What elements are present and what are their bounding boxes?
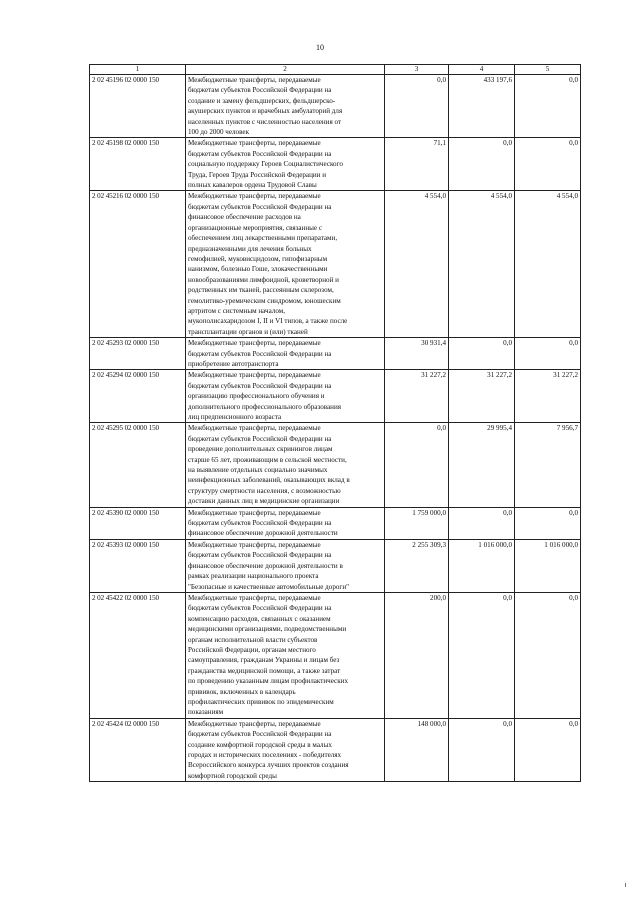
- amount-col4: 433 197,6: [449, 75, 515, 138]
- table-row: [90, 138, 581, 191]
- budget-code: 2 02 45424 02 0000 150: [90, 718, 186, 781]
- column-header: 4: [449, 65, 515, 75]
- amount-col3: 148 000,0: [385, 718, 449, 781]
- description-line: гемофилией, муковисцидозом, гипофизарным: [188, 254, 328, 263]
- description: [186, 338, 385, 370]
- amount-col5: 0,0: [515, 75, 581, 138]
- description: [186, 75, 385, 138]
- description-line: населенных пунктов с численностью населения от: [188, 117, 342, 126]
- description-line: по проведению указанным лицам профилактических: [188, 677, 348, 686]
- description-line: акушерских пунктов и врачебных амбулаторий для: [188, 107, 343, 116]
- description-line: Межбюджетные трансферты, передаваемые: [188, 339, 321, 348]
- amount-col4: 0,0: [449, 338, 515, 370]
- amount-col5: 4 554,0: [515, 191, 581, 338]
- description-line: бюджетам субъектов Российской Федерации на: [188, 202, 332, 211]
- amount-col3: 71,1: [385, 138, 449, 191]
- description-line: проведение дополнительных скринингов лицам: [188, 445, 333, 454]
- amount-col3: 0,0: [385, 423, 449, 507]
- page-number: 10: [316, 43, 324, 52]
- column-header: 1: [90, 65, 186, 75]
- amount-col3: 30 931,4: [385, 338, 449, 370]
- description-line: организацию профессионального обучения и: [188, 392, 325, 401]
- description-line: старше 65 лет, проживающим в сельской местности,: [188, 455, 347, 464]
- description-line: Межбюджетные трансферты, передаваемые: [188, 593, 321, 602]
- amount-col4: 0,0: [449, 507, 515, 539]
- description: [186, 191, 385, 338]
- description-line: неинфекционных заболеваний, оказывающих вклад в: [188, 476, 350, 485]
- description-line: рамках реализации национального проекта: [188, 572, 319, 581]
- margin-mark: [625, 883, 626, 887]
- amount-col3: 1 759 000,0: [385, 507, 449, 539]
- description-line: социальную поддержку Героев Социалистического: [188, 160, 343, 169]
- table-row: [90, 718, 581, 781]
- table-header-row: [90, 65, 581, 75]
- description-line: нанизмом, болезнью Гоше, злокачественными: [188, 265, 328, 274]
- description-line: лиц предпенсионного возраста: [188, 413, 282, 421]
- column-header: 2: [186, 65, 385, 75]
- budget-code: 2 02 45390 02 0000 150: [90, 507, 186, 539]
- description-line: Межбюджетные трансферты, передаваемые: [188, 139, 321, 148]
- budget-code: 2 02 45196 02 0000 150: [90, 75, 186, 138]
- description: [186, 423, 385, 507]
- description: [186, 507, 385, 539]
- description: [186, 539, 385, 592]
- table-row: [90, 338, 581, 370]
- description-line: Межбюджетные трансферты, передаваемые: [188, 371, 321, 380]
- description-line: "Безопасные и качественные автомобильные дороги": [188, 582, 350, 591]
- description-line: трансплантации органов и (или) тканей: [188, 327, 308, 336]
- budget-code: 2 02 45422 02 0000 150: [90, 592, 186, 718]
- description-line: Труда, Героев Труда Российской Федерации и: [188, 170, 327, 179]
- description-line: родственных им тканей, рассеянным склерозом,: [188, 286, 334, 295]
- budget-code: 2 02 45293 02 0000 150: [90, 338, 186, 370]
- description-line: городах и исторических поселениях - победителях: [188, 751, 342, 759]
- description-line: Межбюджетные трансферты, передаваемые: [188, 76, 321, 84]
- amount-col5: 0,0: [515, 338, 581, 370]
- table-row: [90, 423, 581, 507]
- description-line: полных кавалеров ордена Трудовой Славы: [188, 181, 317, 190]
- amount-col4: 0,0: [449, 592, 515, 718]
- description-line: новообразованиями лимфоидной, кроветворной и: [188, 275, 339, 284]
- description-line: гражданства медицинской помощи, а также затрат: [188, 666, 341, 675]
- description-line: медицинскими организациями, подведомственными: [188, 625, 347, 634]
- column-header: 5: [515, 65, 581, 75]
- amount-col5: 31 227,2: [515, 370, 581, 423]
- table-row: [90, 191, 581, 338]
- description-line: предназначенными для лечения больных: [188, 244, 312, 253]
- description-line: доставки данных лиц в медицинские организации: [188, 497, 340, 506]
- description-line: бюджетам субъектов Российской Федерации на: [188, 519, 332, 528]
- description: [186, 138, 385, 191]
- description-line: бюджетам субъектов Российской Федерации на: [188, 381, 332, 390]
- description-line: обеспечением лиц лекарственными препаратами,: [188, 234, 338, 243]
- amount-col5: 0,0: [515, 138, 581, 191]
- description-line: финансовое обеспечение дорожной деятельности: [188, 529, 338, 538]
- description-line: гемолитико-уремическим синдромом, юношеским: [188, 296, 341, 305]
- description-line: бюджетам субъектов Российской Федерации на: [188, 604, 332, 613]
- description-line: бюджетам субъектов Российской Федерации на: [188, 730, 332, 739]
- description-line: прививок, включенных в календарь: [188, 687, 296, 696]
- amount-col4: 0,0: [449, 718, 515, 781]
- amount-col5: 1 016 000,0: [515, 539, 581, 592]
- description-line: финансовое обеспечение дорожной деятельности в: [188, 561, 343, 570]
- description-line: мукополисахаридозом I, II и VI типов, а также после: [188, 317, 348, 326]
- amount-col3: 4 554,0: [385, 191, 449, 338]
- description-line: на выявление отдельных социально значимых: [188, 466, 328, 475]
- amount-col4: 0,0: [449, 138, 515, 191]
- description-line: приобретение автотранспорта: [188, 359, 279, 368]
- description-line: структуру смертности населения, с возможностью: [188, 486, 341, 495]
- description: [186, 370, 385, 423]
- description-line: создание и замену фельдшерских, фельдшерско-: [188, 96, 336, 105]
- description-line: показаниям: [188, 708, 224, 717]
- description-line: бюджетам субъектов Российской Федерации на: [188, 86, 332, 95]
- amount-col3: 0,0: [385, 75, 449, 138]
- description-line: Межбюджетные трансферты, передаваемые: [188, 192, 321, 201]
- amount-col4: 29 995,4: [449, 423, 515, 507]
- amount-col5: 0,0: [515, 592, 581, 718]
- description-line: бюджетам субъектов Российской Федерации на: [188, 551, 332, 560]
- budget-code: 2 02 45198 02 0000 150: [90, 138, 186, 191]
- budget-code: 2 02 45216 02 0000 150: [90, 191, 186, 338]
- table-row: [90, 592, 581, 718]
- amount-col5: 0,0: [515, 507, 581, 539]
- description-line: финансовое обеспечение расходов на: [188, 213, 301, 222]
- table-row: [90, 507, 581, 539]
- amount-col3: 2 255 309,3: [385, 539, 449, 592]
- description-line: Межбюджетные трансферты, передаваемые: [188, 540, 321, 549]
- table-row: [90, 539, 581, 592]
- description-line: Всероссийского конкурса лучших проектов создания: [188, 761, 349, 770]
- amount-col5: 0,0: [515, 718, 581, 781]
- description-line: создание комфортной городской среды в малых: [188, 740, 332, 749]
- description-line: бюджетам субъектов Российской Федерации на: [188, 349, 332, 358]
- description: [186, 718, 385, 781]
- description: [186, 592, 385, 718]
- description-line: органам исполнительной власти субъектов: [188, 635, 318, 644]
- amount-col4: 4 554,0: [449, 191, 515, 338]
- budget-code: 2 02 45393 02 0000 150: [90, 539, 186, 592]
- budget-code: 2 02 45295 02 0000 150: [90, 423, 186, 507]
- description-line: артритом с системным началом,: [188, 306, 286, 315]
- amount-col3: 200,0: [385, 592, 449, 718]
- description-line: бюджетам субъектов Российской Федерации на: [188, 434, 332, 443]
- description-line: Межбюджетные трансферты, передаваемые: [188, 508, 321, 517]
- description-line: организационные мероприятия, связанные с: [188, 223, 323, 232]
- table-row: [90, 75, 581, 138]
- amount-col4: 31 227,2: [449, 370, 515, 423]
- description-line: дополнительного профессионального образования: [188, 402, 342, 411]
- budget-code: 2 02 45294 02 0000 150: [90, 370, 186, 423]
- amount-col4: 1 016 000,0: [449, 539, 515, 592]
- description-line: Межбюджетные трансферты, передаваемые: [188, 424, 321, 433]
- description-line: Российской Федерации, органам местного: [188, 645, 316, 654]
- amount-col3: 31 227,2: [385, 370, 449, 423]
- column-header: 3: [385, 65, 449, 75]
- description-line: самоуправления, гражданам Украины и лицам без: [188, 656, 340, 665]
- description-line: бюджетам субъектов Российской Федерации на: [188, 149, 332, 158]
- description-line: комфортной городской среды: [188, 771, 277, 780]
- description-line: Межбюджетные трансферты, передаваемые: [188, 719, 321, 728]
- description-line: компенсацию расходов, связанных с оказанием: [188, 614, 331, 623]
- table-row: [90, 370, 581, 423]
- description-line: профилактических прививок по эпидемическим: [188, 697, 334, 706]
- amount-col5: 7 956,7: [515, 423, 581, 507]
- description-line: 100 до 2000 человек: [188, 128, 250, 137]
- budget-table: [89, 64, 581, 782]
